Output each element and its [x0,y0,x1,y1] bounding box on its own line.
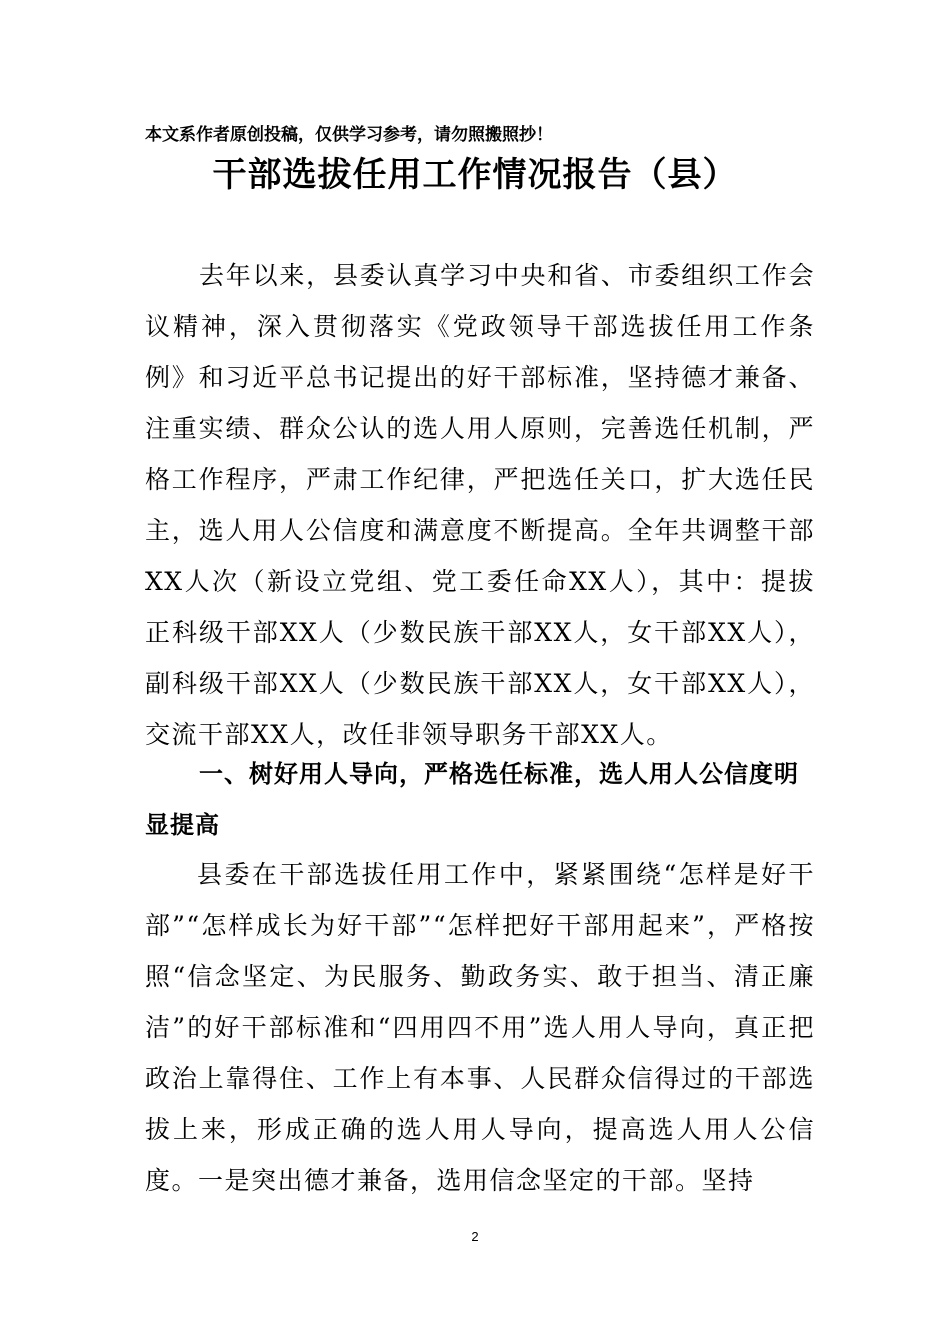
page-number: 2 [471,1229,479,1244]
document-title: 干部选拔任用工作情况报告（县） [212,155,738,195]
copyright-notice: 本文系作者原创投稿，仅供学习参考，请勿照搬照抄！ [145,125,553,145]
paragraph-text: 县委在干部选拔任用工作中，紧紧围绕“怎样是好干部”“怎样成长为好干部”“怎样把好干部用起来”，严格按照“信念坚定、为民服务、勤政务实、敢于担当、清正廉洁”的好干部标准和“四用四不用”选人用人导向，真正把政治上靠得住、工作上有本事、人民群众信得过的干部选拔上来，形成正确的选人用人导向，提高选人用人公信度。一是突出德才兼备，选用信念坚定的干部。坚持 [145,860,815,1195]
body-paragraph-2 [145,849,815,1206]
heading-text: 一、树好用人导向，严格选任标准，选人用人公信度明显提高 [145,760,799,839]
paragraph-text: 去年以来，县委认真学习中央和省、市委组织工作会议精神，深入贯彻落实《党政领导干部选拔任用工作条例》和习近平总书记提出的好干部标准，坚持德才兼备、注重实绩、群众公认的选人用人原则，完善选任机制，严格工作程序，严肃工作纪律，严把选任关口，扩大选任民主，选人用人公信度和满意度不断提高。全年共调整干部XX人次（新设立党组、党工委任命XX人），其中：提拔正科级干部XX人（少数民族干部XX人，女干部XX人），副科级干部XX人（少数民族干部XX人，女干部XX人），交流干部XX人，改任非领导职务干部XX人。 [145,261,815,749]
section-heading-1 [145,749,815,851]
body-paragraph-1 [145,250,815,760]
